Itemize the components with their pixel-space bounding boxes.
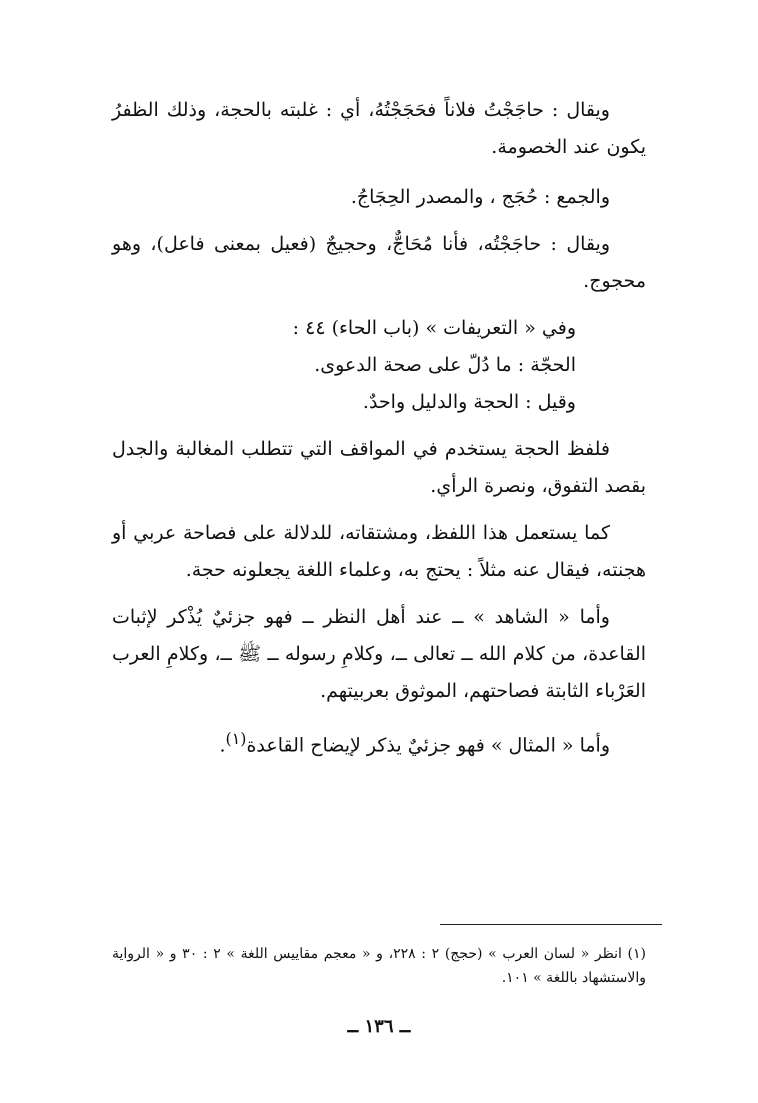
footnote-separator — [440, 924, 662, 925]
page-number: ــ ١٣٦ ــ — [347, 1016, 411, 1037]
paragraph-6: كما يستعمل هذا اللفظ، ومشتقاته، للدلالة على فصاحة عربي أو هجنته، فيقال عنه مثلاً : يحتج به، وعلماء اللغة يجعلونه حجة. — [112, 522, 646, 581]
definition-line-2: الحجّة : ما دُلّ على صحة الدعوى. — [314, 354, 576, 376]
definition-line-1: وفي « التعريفات » (باب الحاء) ٤٤ : — [292, 317, 576, 339]
paragraph-5: فلفظ الحجة يستخدم في المواقف التي تتطلب المغالبة والجدل بقصد التفوق، ونصرة الرأي. — [112, 438, 646, 497]
main-text — [112, 92, 646, 774]
footnote-reference: (١) — [225, 729, 247, 748]
paragraph-1: ويقال : حاجَجْتُ فلاناً فحَجَجْتُهُ، أي : غلبته بالحجة، وذلك الظفرُ يكون عند الخصومة. — [112, 99, 646, 158]
definition-line-3: وقيل : الحجة والدليل واحدٌ. — [362, 391, 576, 413]
paragraph-8-text: وأما « المثال » فهو جزئيٌ يذكر لإيضاح القاعدة — [246, 734, 610, 757]
definition-block — [112, 310, 646, 421]
footnote: (١) انظر « لسان العرب » (حجج) ٢ : ٢٢٨، و « معجم مقاييس اللغة » ٢ : ٣٠ و « الرواية والاستشهاد باللغة » ١٠١. — [112, 946, 646, 986]
paragraph-3: ويقال : حاجَجْتُه، فأنا مُحَاجٌّ، وحجيجٌ (فعيل بمعنى فاعل)، وهو محجوج. — [112, 233, 646, 292]
paragraph-8: وأما « المثال » فهو جزئيٌ يذكر لإيضاح القاعدة$^{(١)}$. — [219, 729, 610, 757]
paragraph-7: وأما « الشاهد » ــ عند أهل النظر ــ فهو جزئيٌ يُذْكر لإثبات القاعدة، من كلام الله ــ تعالى ــ، وكلامِ رسوله ــ ﷺ ــ، وكلامِ العرب العَرْباء الثابتة فصاحتهم، الموثوق بعربيتهم. — [112, 606, 646, 702]
paragraph-2: والجمع : حُجَج ، والمصدر الحِجَاجُ. — [350, 186, 610, 208]
